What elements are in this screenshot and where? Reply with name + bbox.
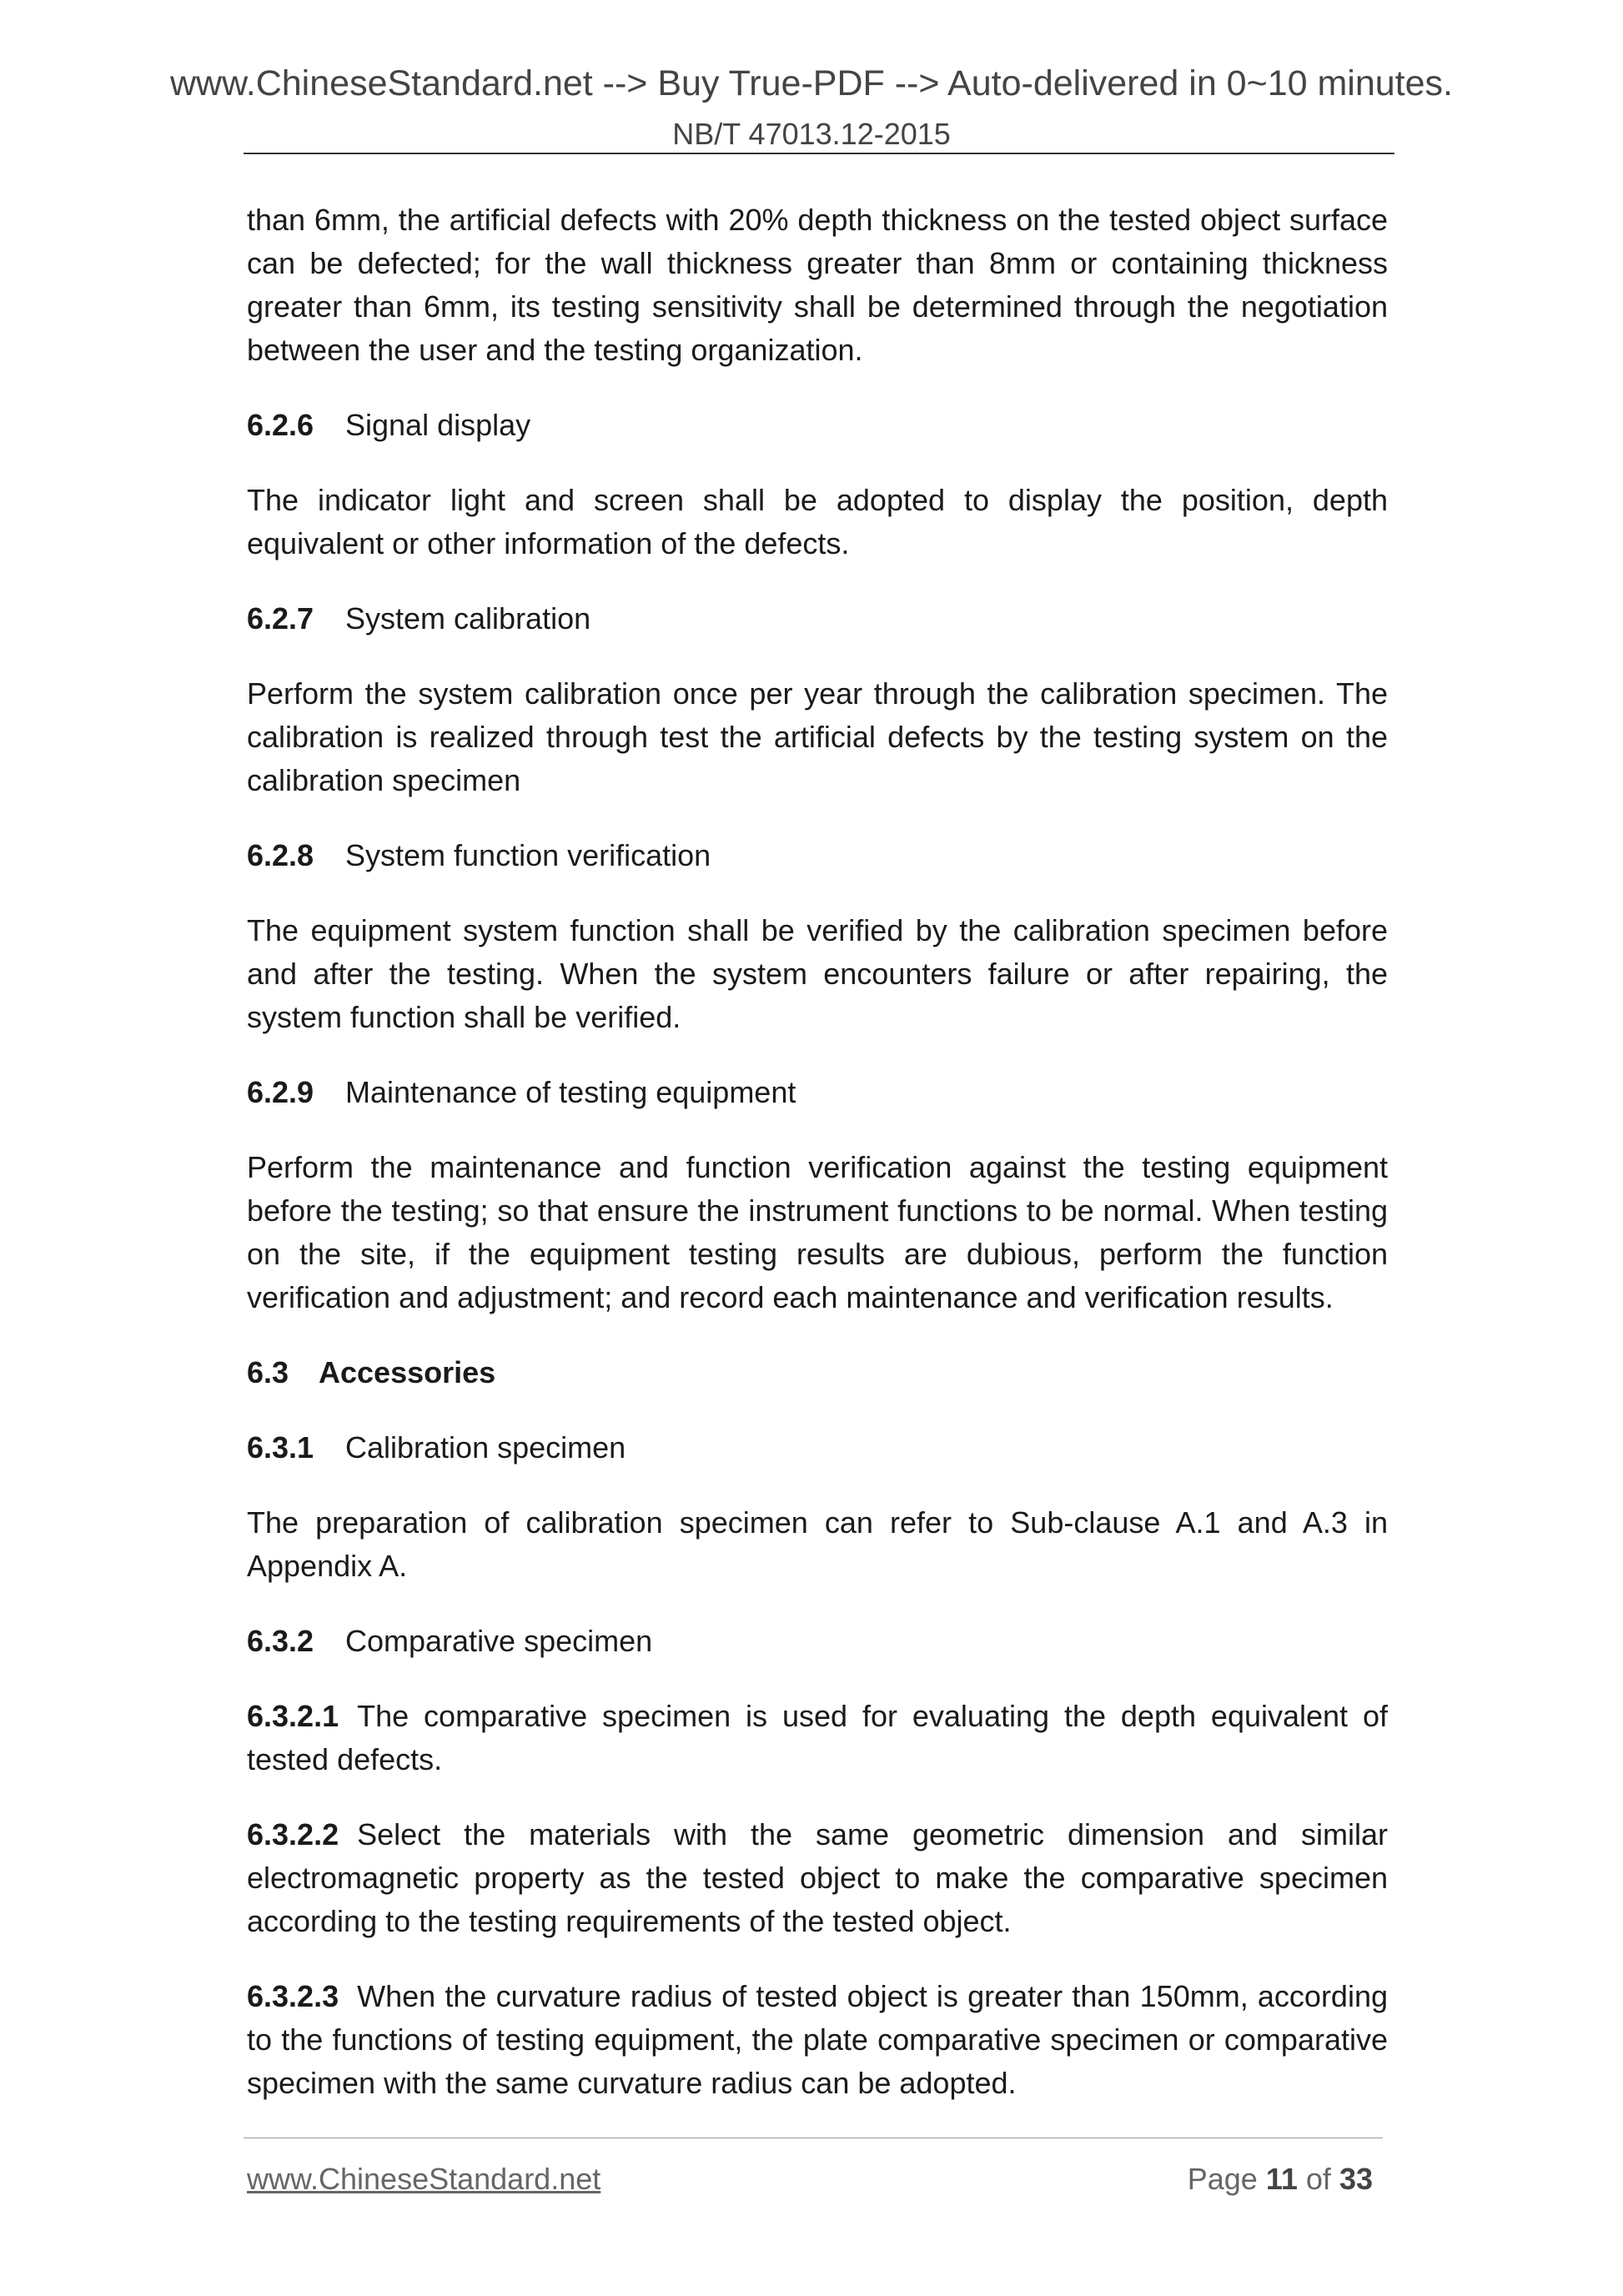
section-6-2-9-paragraph: Perform the maintenance and function verification against the testing equipment before the testing; so that ensure the instrument functions to be normal. When testing on the site, if the equipment testing results are dubious, perform the function verification and adjustment; and record each maintenance and verification results. xyxy=(247,1150,1388,1314)
section-number: 6.2.7 xyxy=(247,601,314,636)
clause-text: Select the materials with the same geometric dimension and similar electromagnetic property as the tested object to make the comparative specimen according to the testing requirements of the tested object. xyxy=(247,1817,1388,1938)
section-6-3-2-heading xyxy=(247,1620,1388,1663)
clause-number: 6.3.2.3 xyxy=(247,1979,339,2013)
section-title: Comparative specimen xyxy=(345,1624,653,1658)
page-indicator xyxy=(1188,2162,1373,2197)
section-number: 6.2.9 xyxy=(247,1075,314,1109)
section-number: 6.3.2 xyxy=(247,1624,314,1658)
section-title: System function verification xyxy=(345,838,711,872)
page-of: of xyxy=(1305,2162,1331,2196)
section-6-3-heading xyxy=(247,1351,1388,1394)
clause-number: 6.3.2.1 xyxy=(247,1699,339,1733)
section-title: Accessories xyxy=(319,1355,496,1389)
section-number: 6.3.1 xyxy=(247,1430,314,1465)
clause-6-3-2-3 xyxy=(247,1975,1388,2105)
section-6-2-7-heading xyxy=(247,597,1388,641)
header-divider xyxy=(244,153,1394,154)
page-content xyxy=(247,198,1388,2137)
section-title: Signal display xyxy=(345,408,531,442)
section-6-3-1-heading xyxy=(247,1426,1388,1470)
section-title: System calibration xyxy=(345,601,591,636)
section-6-2-8-paragraph: The equipment system function shall be verified by the calibration specimen before and after the testing. When the system encounters failure or after repairing, the system function shall be verified. xyxy=(247,913,1388,1034)
section-6-2-7-paragraph: Perform the system calibration once per year through the calibration specimen. The calibration is realized through test the artificial defects by the testing system on the calibration specimen xyxy=(247,676,1388,797)
footer-site-link[interactable]: www.ChineseStandard.net xyxy=(247,2162,601,2196)
clause-6-3-2-1 xyxy=(247,1695,1388,1781)
section-6-2-8-heading xyxy=(247,834,1388,877)
page-current: 11 xyxy=(1265,2162,1298,2196)
clause-text: The comparative specimen is used for evaluating the depth equivalent of tested defects. xyxy=(247,1699,1388,1776)
page-total: 33 xyxy=(1339,2162,1373,2196)
site-banner[interactable]: www.ChineseStandard.net --> Buy True-PDF --> Auto-delivered in 0~10 minutes. xyxy=(169,63,1453,103)
clause-number: 6.3.2.2 xyxy=(247,1817,339,1851)
document-number: NB/T 47013.12-2015 xyxy=(672,117,951,151)
page-label: Page xyxy=(1187,2162,1258,2196)
section-number: 6.3 xyxy=(247,1355,289,1389)
section-6-2-9-heading xyxy=(247,1071,1388,1114)
section-6-2-6-heading xyxy=(247,404,1388,447)
intro-paragraph: than 6mm, the artificial defects with 20% depth thickness on the tested object surface can be defected; for the wall thickness greater than 8mm or containing thickness greater than 6mm, its testing sensitivity shall be determined through the negotiation between the user and the testing organization. xyxy=(247,203,1388,367)
section-6-2-6-paragraph: The indicator light and screen shall be adopted to display the position, depth equivalent or other information of the defects. xyxy=(247,483,1388,560)
section-number: 6.2.8 xyxy=(247,838,314,872)
section-title: Calibration specimen xyxy=(345,1430,626,1465)
clause-6-3-2-2 xyxy=(247,1813,1388,1943)
clause-text: When the curvature radius of tested object is greater than 150mm, according to the functions of testing equipment, the plate comparative specimen or comparative specimen with the same curvature radius can be adopted. xyxy=(247,1979,1388,2100)
section-number: 6.2.6 xyxy=(247,408,314,442)
section-6-3-1-paragraph: The preparation of calibration specimen can refer to Sub-clause A.1 and A.3 in Appendix A. xyxy=(247,1505,1388,1583)
section-title: Maintenance of testing equipment xyxy=(345,1075,796,1109)
